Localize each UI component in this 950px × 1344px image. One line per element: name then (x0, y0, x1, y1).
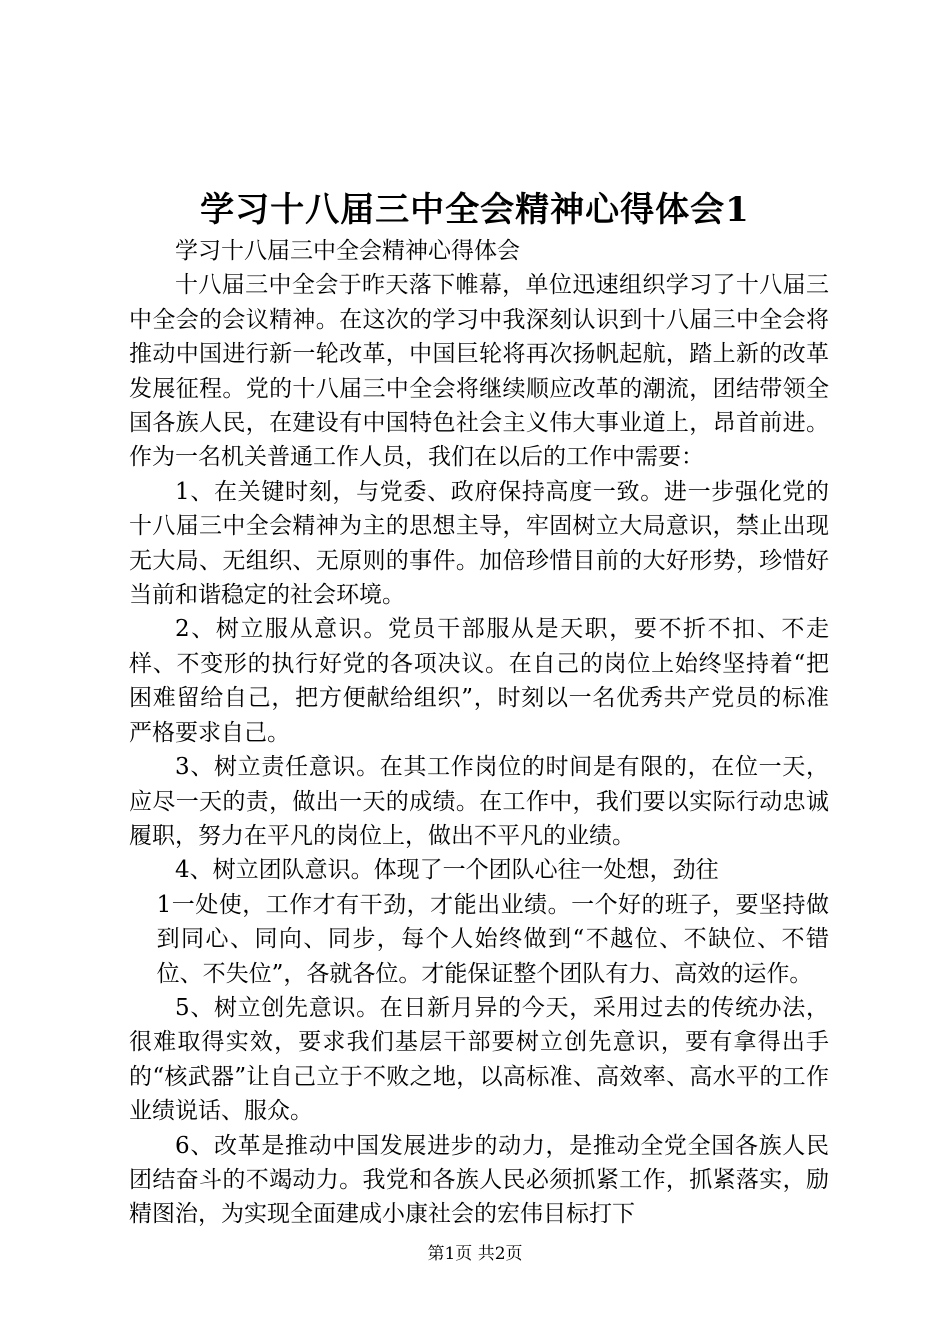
document-title: 学习十八届三中全会精神心得体会1 (200, 190, 750, 230)
paragraph-item-1: 1、在关键时刻，与党委、政府保持高度一致。进一步强化党的十八届三中全会精神为主的思想主导，牢固树立大局意识，禁止出现无大局、无组织、无原则的事件。加倍珍惜目前的大好形势，珍惜好当前和谐稳定的社会环境。 (129, 478, 829, 609)
paragraph-intro: 十八届三中全会于昨天落下帷幕，单位迅速组织学习了十八届三中全会的会议精神。在这次的学习中我深刻认识到十八届三中全会将推动中国进行新一轮改革，中国巨轮将再次扬帆起航，踏上新的改革发展征程。党的十八届三中全会将继续顺应改革的潮流，团结带领全国各族人民，在建设有中国特色社会主义伟大事业道上，昂首前进。作为一名机关普通工作人员，我们在以后的工作中需要： (129, 272, 829, 471)
paragraph-subtitle: 学习十八届三中全会精神心得体会 (175, 238, 520, 264)
paragraph-item-2: 2、树立服从意识。党员干部服从是天职，要不折不扣、不走样、不变形的执行好党的各项决议。在自己的岗位上始终坚持着“把困难留给自己，把方便献给组织”，时刻以一名优秀共产党员的标准严格要求自己。 (129, 616, 829, 746)
page-footer: 第1页 共2页 (427, 1244, 523, 1264)
paragraph-item-5: 5、树立创先意识。在日新月异的今天，采用过去的传统办法，很难取得实效，要求我们基层干部要树立创先意识，要有拿得出手的“核武器”让自己立于不败之地，以高标准、高效率、高水平的工作业绩说话、服众。 (129, 994, 829, 1125)
paragraph-item-3: 3、树立责任意识。在其工作岗位的时间是有限的，在位一天，应尽一天的责，做出一天的成绩。在工作中，我们要以实际行动忠诚履职，努力在平凡的岗位上，做出不平凡的业绩。 (129, 754, 829, 849)
paragraph-item-6: 6、改革是推动中国发展进步的动力，是推动全党全国各族人民团结奋斗的不竭动力。我党和各族人民必须抓紧工作，抓紧落实，励精图治，为实现全面建成小康社会的宏伟目标打下 (129, 1132, 829, 1228)
paragraph-item-4: 4、树立团队意识。体现了一个团队心往一处想，劲往 (175, 857, 719, 884)
paragraph-item-4-continued: 1一处使，工作才有干劲，才能出业绩。一个好的班子，要坚持做到同心、同向、同步，每个人始终做到“不越位、不缺位、不错位、不失位”，各就各位。才能保证整个团队有力、高效的运作。 (156, 891, 829, 987)
document-body (129, 234, 829, 1232)
